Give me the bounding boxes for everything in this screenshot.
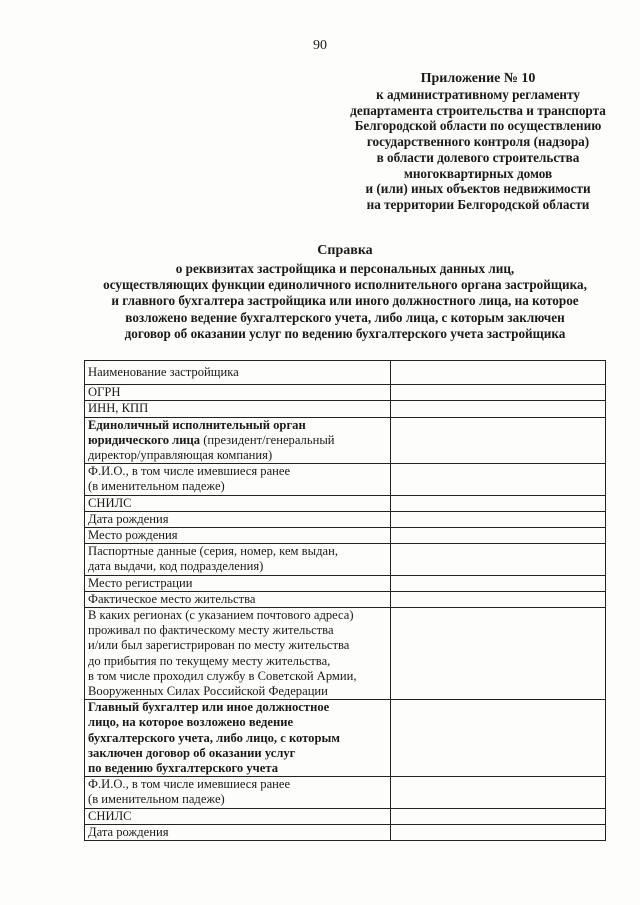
row-label [85, 544, 391, 575]
row-label [85, 401, 391, 417]
value-cell [391, 591, 606, 607]
row-label [85, 591, 391, 607]
appendix-line: Белгородской области по осуществлению [354, 118, 602, 134]
table-row [85, 417, 606, 464]
cell-text: (в именительном падеже) [88, 792, 225, 807]
table-row [85, 401, 606, 417]
row-label [85, 808, 391, 824]
row-label [85, 575, 391, 591]
value-cell [391, 544, 606, 575]
table-row [85, 608, 606, 700]
cell-text: директор/управляющая компания) [88, 448, 273, 463]
value-cell [391, 808, 606, 824]
table-row [85, 777, 606, 808]
cell-text: лицо, на которое возложено ведение [88, 715, 294, 730]
value-cell [391, 528, 606, 544]
cell-text: Паспортные данные (серия, номер, кем выдан, [88, 544, 338, 559]
cell-text: Единоличный исполнительный орган [88, 417, 306, 432]
value-cell [391, 608, 606, 700]
cell-text: Ф.И.О., в том числе имевшиеся ранее [88, 777, 291, 792]
cell-text: Место регистрации [88, 575, 193, 590]
subtitle-line: и главного бухгалтера застройщика или иного должностного лица, на которое [111, 293, 579, 309]
cell-text: Фактическое место жительства [88, 591, 256, 606]
cell-text: Наименование застройщика [88, 365, 239, 379]
value-cell [391, 495, 606, 511]
table-row [85, 575, 606, 591]
value-cell [391, 385, 606, 401]
appendix-line: департамента строительства и транспорта [350, 102, 606, 118]
subtitle-line: договор об оказании услуг по ведению бухгалтерского учета застройщика [124, 325, 566, 341]
table-row [85, 464, 606, 495]
cell-text: В каких регионах (с указанием почтового адреса) [88, 608, 354, 623]
row-label [85, 417, 391, 464]
cell-text: СНИЛС [88, 808, 132, 823]
row-label [85, 511, 391, 527]
appendix-header [318, 70, 638, 213]
appendix-line: и (или) иных объектов недвижимости [365, 181, 591, 197]
value-cell [391, 361, 606, 385]
cell-text: (президент/генеральный [200, 432, 335, 447]
cell-text: до прибытия по текущему месту жительства, [88, 653, 331, 668]
cell-text: по ведению бухгалтерского учета [88, 761, 279, 776]
row-label [85, 361, 391, 385]
cell-text: Вооруженных Силах Российской Федерации [88, 684, 328, 699]
table-row [85, 700, 606, 777]
value-cell [391, 575, 606, 591]
document-title: Справка [317, 243, 373, 258]
cell-text: дата выдачи, код подразделения) [88, 559, 264, 574]
cell-text: и/или был зарегистрирован по месту жительства [88, 638, 350, 653]
cell-text: ОГРН [88, 385, 121, 400]
cell-text: (в именительном падеже) [88, 479, 225, 494]
page-number: 90 [313, 38, 327, 53]
table-row [85, 808, 606, 824]
row-label [85, 464, 391, 495]
row-label [85, 824, 391, 840]
cell-text: проживал по фактическому месту жительства [88, 623, 334, 638]
row-label [85, 528, 391, 544]
appendix-line: на территории Белгородской области [366, 196, 590, 212]
cell-text: в том числе проходил службу в Советской Армии, [88, 668, 357, 683]
cell-text: Ф.И.О., в том числе имевшиеся ранее [88, 464, 291, 479]
row-label [85, 700, 391, 777]
appendix-line: государственного контроля (надзора) [366, 134, 590, 150]
value-cell [391, 417, 606, 464]
appendix-title: Приложение № 10 [420, 71, 536, 86]
cell-text: Главный бухгалтер или иное должностное [88, 700, 330, 715]
row-label [85, 608, 391, 700]
table-row [85, 824, 606, 840]
appendix-line: многоквартирных домов [403, 165, 553, 181]
cell-text: СНИЛС [88, 495, 132, 510]
row-label [85, 495, 391, 511]
cell-text: бухгалтерского учета, либо лицо, с которым [88, 730, 340, 745]
cell-text: юридического лица [88, 432, 201, 447]
cell-text: Дата рождения [88, 824, 169, 839]
table-row [85, 495, 606, 511]
table-row [85, 511, 606, 527]
value-cell [391, 777, 606, 808]
table-row [85, 544, 606, 575]
cell-text: Место рождения [88, 528, 178, 543]
appendix-line: в области долевого строительства [376, 149, 580, 165]
cell-text: Дата рождения [88, 511, 169, 526]
cell-text: ИНН, КПП [88, 401, 149, 416]
requisites-table [84, 360, 606, 841]
table-row [85, 591, 606, 607]
value-cell [391, 824, 606, 840]
table-row [85, 361, 606, 385]
document-subtitle [0, 261, 640, 342]
subtitle-line: возложено ведение бухгалтерского учета, либо лица, с которым заключен [125, 309, 565, 325]
appendix-line: к административному регламенту [376, 87, 580, 102]
row-label [85, 777, 391, 808]
value-cell [391, 511, 606, 527]
value-cell [391, 464, 606, 495]
table-row [85, 385, 606, 401]
table-row [85, 528, 606, 544]
subtitle-line: осуществляющих функции единоличного исполнительного органа застройщика, [103, 277, 587, 293]
value-cell [391, 401, 606, 417]
subtitle-line: о реквизитах застройщика и персональных данных лиц, [175, 261, 515, 276]
value-cell [391, 700, 606, 777]
cell-text: заключен договор об оказании услуг [88, 745, 296, 760]
row-label [85, 385, 391, 401]
